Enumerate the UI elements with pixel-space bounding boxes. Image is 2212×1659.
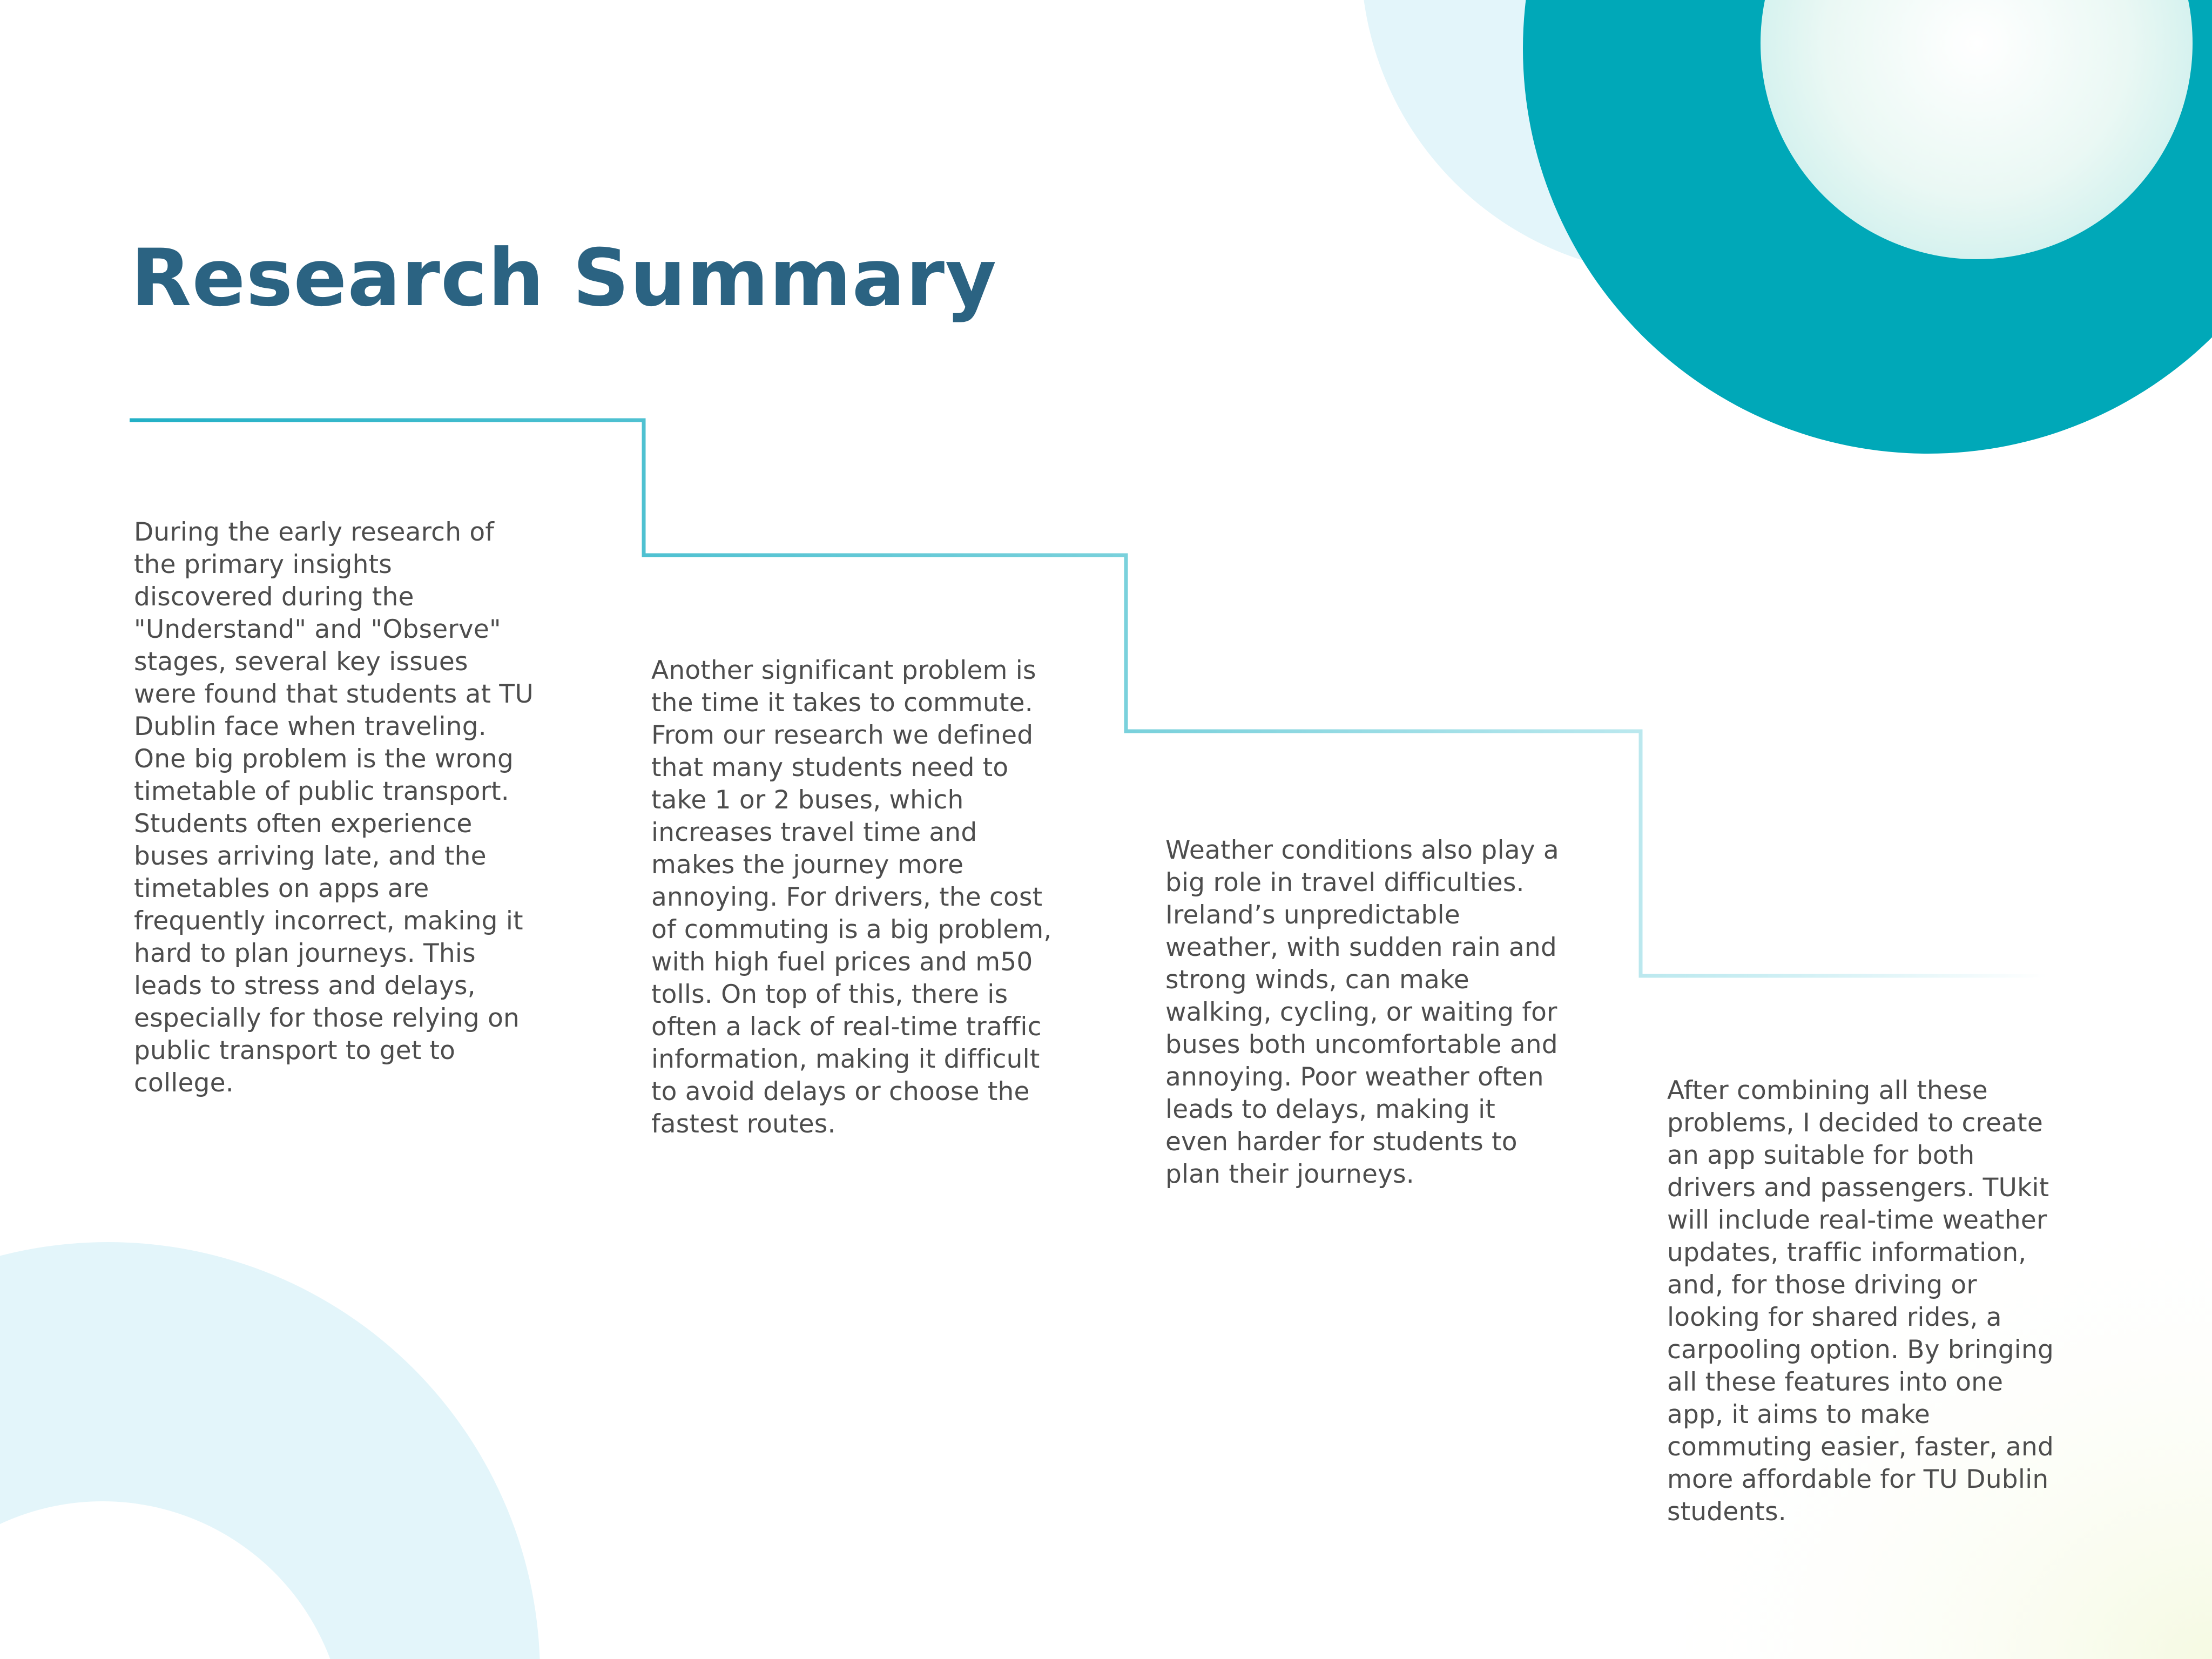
paragraph-research-issues: During the early research of the primary insights discovered during the "Understand" and "Observe" stages, several key issues were found that students at TU Dublin face when traveling. One big problem is the wrong timetable of public transport. Students often experience buses arriving late, and the timetables on apps are frequently incorrect, making it hard to plan journeys. This leads to stress and delays, especially for those relying on public transport to get to college. [134, 517, 534, 1098]
paragraph-weather: Weather conditions also play a big role in travel difficulties. Ireland’s unpredictable weather, with sudden rain and strong winds, can make walking, cycling, or waiting for buses both uncomfortable and annoying. Poor weather often leads to delays, making it even harder for students to plan their journeys. [1165, 835, 1559, 1189]
paragraph-solution: After combining all these problems, I decided to create an app suitable for both drivers and passengers. TUkit will include real-time weather updates, traffic information, and, for those driving or looking for shared rides, a carpooling option. By bringing all these features into one app, it aims to make commuting easier, faster, and more affordable for TU Dublin students. [1667, 1076, 2054, 1527]
page-title: Research Summary [131, 232, 997, 324]
paragraph-commute-time: Another significant problem is the time it takes to commute. From our research we defined that many students need to take 1 or 2 buses, which increases travel time and makes the journey more annoying. For drivers, the cost of commuting is a big problem, with high fuel prices and m50 tolls. On top of this, there is often a lack of real-time traffic information, making it difficult to avoid delays or choose the fastest routes. [651, 656, 1052, 1139]
